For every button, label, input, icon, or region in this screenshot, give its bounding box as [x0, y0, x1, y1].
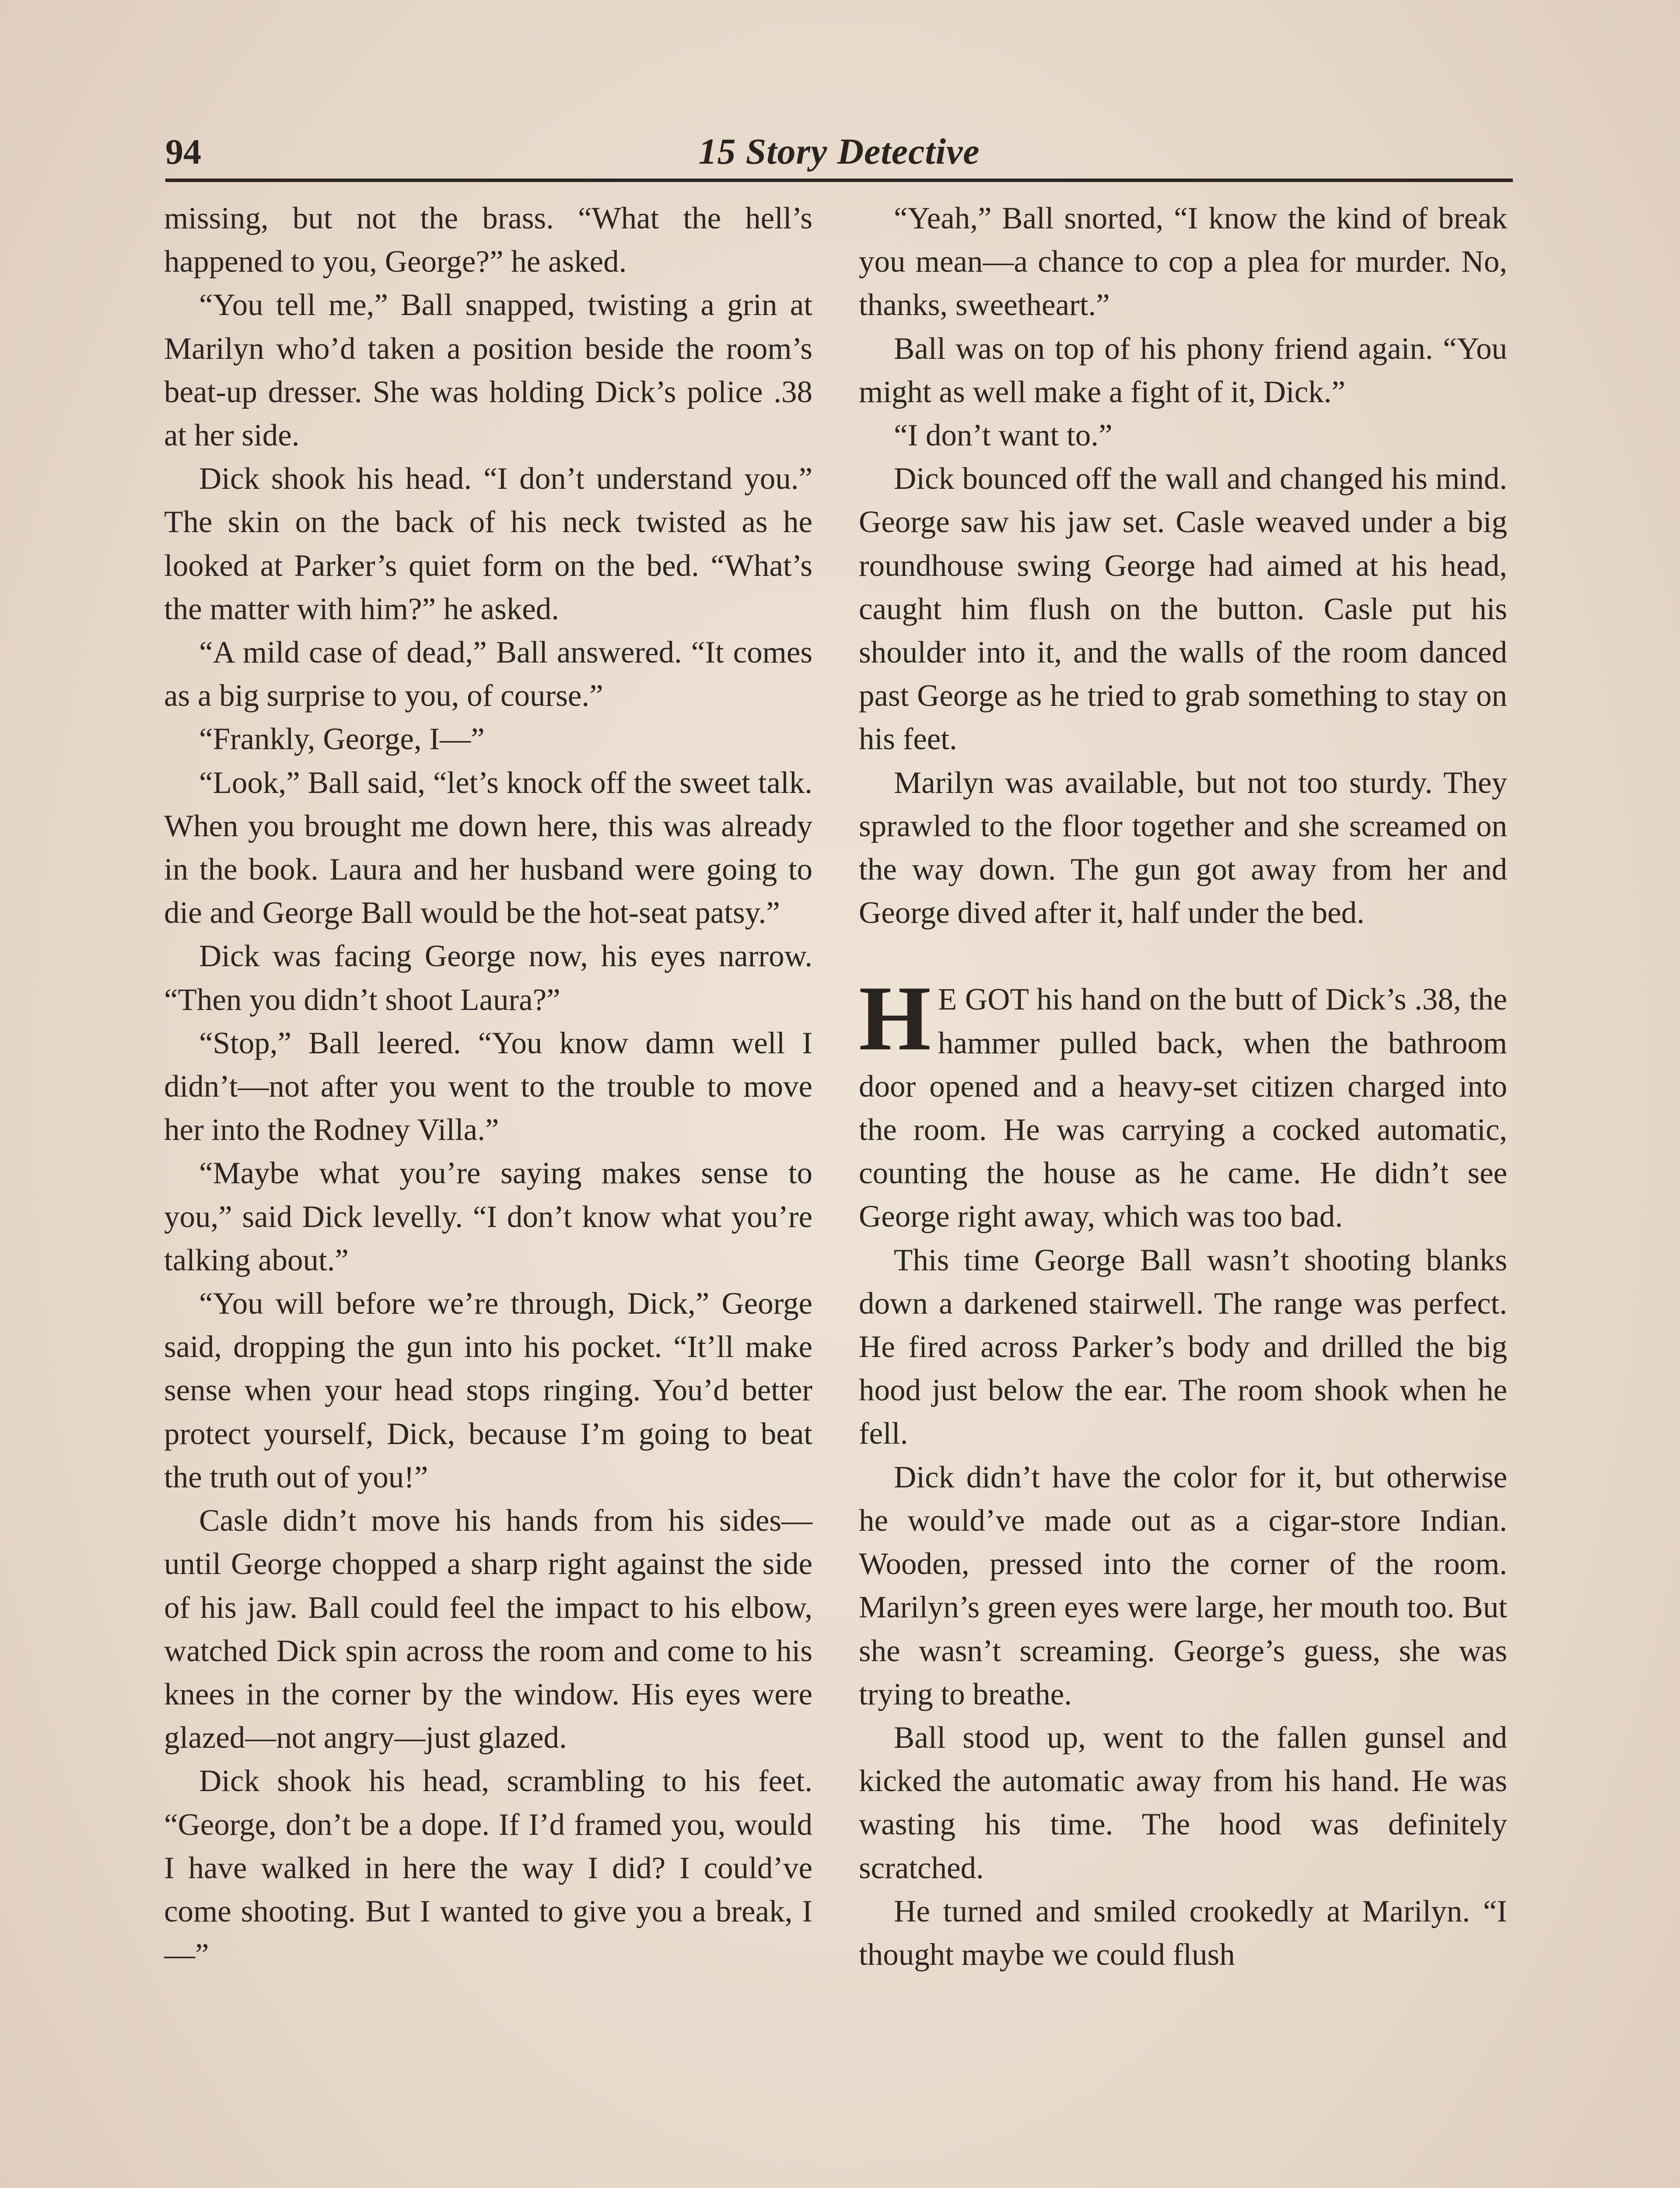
paragraph: “Stop,” Ball leered. “You know damn well I didn’t—not after you went to the trouble to move her into the Rodney Villa.” — [164, 1026, 812, 1147]
paragraph: Ball was on top of his phony friend again. “You might as well make a fight of it, Dick.” — [859, 331, 1507, 409]
paragraph: “Yeah,” Ball snorted, “I know the kind of break you mean—a chance to cop a plea for murder. No, thanks, sweetheart.” — [859, 201, 1507, 323]
paragraph: “You will before we’re through, Dick,” George said, dropping the gun into his pocket. “It’ll make sense when your head stops ringing. You’d better protect yourself, Dick, because I’m going to beat the truth out of you!” — [164, 1287, 812, 1494]
drop-cap: H — [859, 967, 931, 1070]
running-title: 15 Story Detective — [698, 131, 980, 172]
paragraph: Casle didn’t move his hands from his sides—until George chopped a sharp right against the side of his jaw. Ball could feel the impact to his elbow, watched Dick spin across the room and come to his knees in the corner by the window. His eyes were glazed—not angry—just glazed. — [164, 1504, 812, 1755]
section-opening-paragraph — [859, 967, 1507, 1238]
paragraph: “Look,” Ball said, “let’s knock off the sweet talk. When you brought me down here, this was already in the book. Laura and her husband were going to die and George Ball would be the hot-seat patsy.” — [164, 765, 812, 930]
paragraph: missing, but not the brass. “What the hell’s happened to you, George?” he asked. — [164, 201, 812, 279]
paragraph: Dick shook his head, scrambling to his feet. “George, don’t be a dope. If I’d framed you, would I have walked in here the way I did? I could’ve come shooting. But I wanted to give you a break, I—” — [164, 1764, 812, 1972]
page-number: 94 — [165, 132, 201, 172]
paragraph: Dick was facing George now, his eyes narrow. “Then you didn’t shoot Laura?” — [164, 939, 812, 1017]
paragraph: Ball stood up, went to the fallen gunsel and kicked the automatic away from his hand. He was wasting his time. The hood was definitely scratched. — [859, 1720, 1507, 1885]
paragraph: Dick bounced off the wall and changed his mind. George saw his jaw set. Casle weaved under a big roundhouse swing George had aimed at his head, caught him flush on the button. Casle put his shoulder into it, and the walls of the room danced past George as he tried to grab something to stay on his feet. — [859, 462, 1507, 757]
page-header — [165, 131, 1513, 179]
section-text: his hand on the butt of Dick’s .38, the hammer pulled back, when the bathroom door opened and a heavy-set citizen charged into the room. He was carrying a cocked automatic, counting the house as he came. He didn’t see George right away, which was too bad. — [859, 982, 1507, 1234]
paragraph: Marilyn was available, but not too sturdy. They sprawled to the floor together and she screamed on the way down. The gun got away from her and George dived after it, half under the bed. — [859, 765, 1507, 930]
paragraph: He turned and smiled crookedly at Marilyn. “I thought maybe we could flush — [859, 1894, 1507, 1972]
paragraph: “I don’t want to.” — [894, 418, 1113, 453]
right-column — [859, 197, 1507, 1977]
paragraph: “You tell me,” Ball snapped, twisting a grin at Marilyn who’d taken a position beside the room’s beat-up dresser. She was holding Dick’s police .38 at her side. — [164, 288, 812, 453]
paragraph: “Frankly, George, I—” — [199, 722, 485, 757]
left-column — [164, 197, 812, 1977]
paragraph: Dick didn’t have the color for it, but otherwise he would’ve made out as a cigar-store Indian. Wooden, pressed into the corner of the room. Marilyn’s green eyes were large, her mouth too. But she wasn’t screaming. George’s guess, she was trying to breathe. — [859, 1460, 1507, 1711]
paragraph: This time George Ball wasn’t shooting blanks down a darkened stairwell. The range was perfect. He fired across Parker’s body and drilled the big hood just below the ear. The room shook when he fell. — [859, 1243, 1507, 1451]
header-rule — [165, 179, 1513, 182]
paragraph: “A mild case of dead,” Ball answered. “It comes as a big surprise to you, of course.” — [164, 635, 812, 713]
paragraph: Dick shook his head. “I don’t understand you.” The skin on the back of his neck twisted as he looked at Parker’s quiet form on the bed. “What’s the matter with him?” he asked. — [164, 462, 812, 626]
paragraph: “Maybe what you’re saying makes sense to you,” said Dick levelly. “I don’t know what you’re talking about.” — [164, 1156, 812, 1277]
lead-caps: E GOT — [938, 982, 1029, 1017]
